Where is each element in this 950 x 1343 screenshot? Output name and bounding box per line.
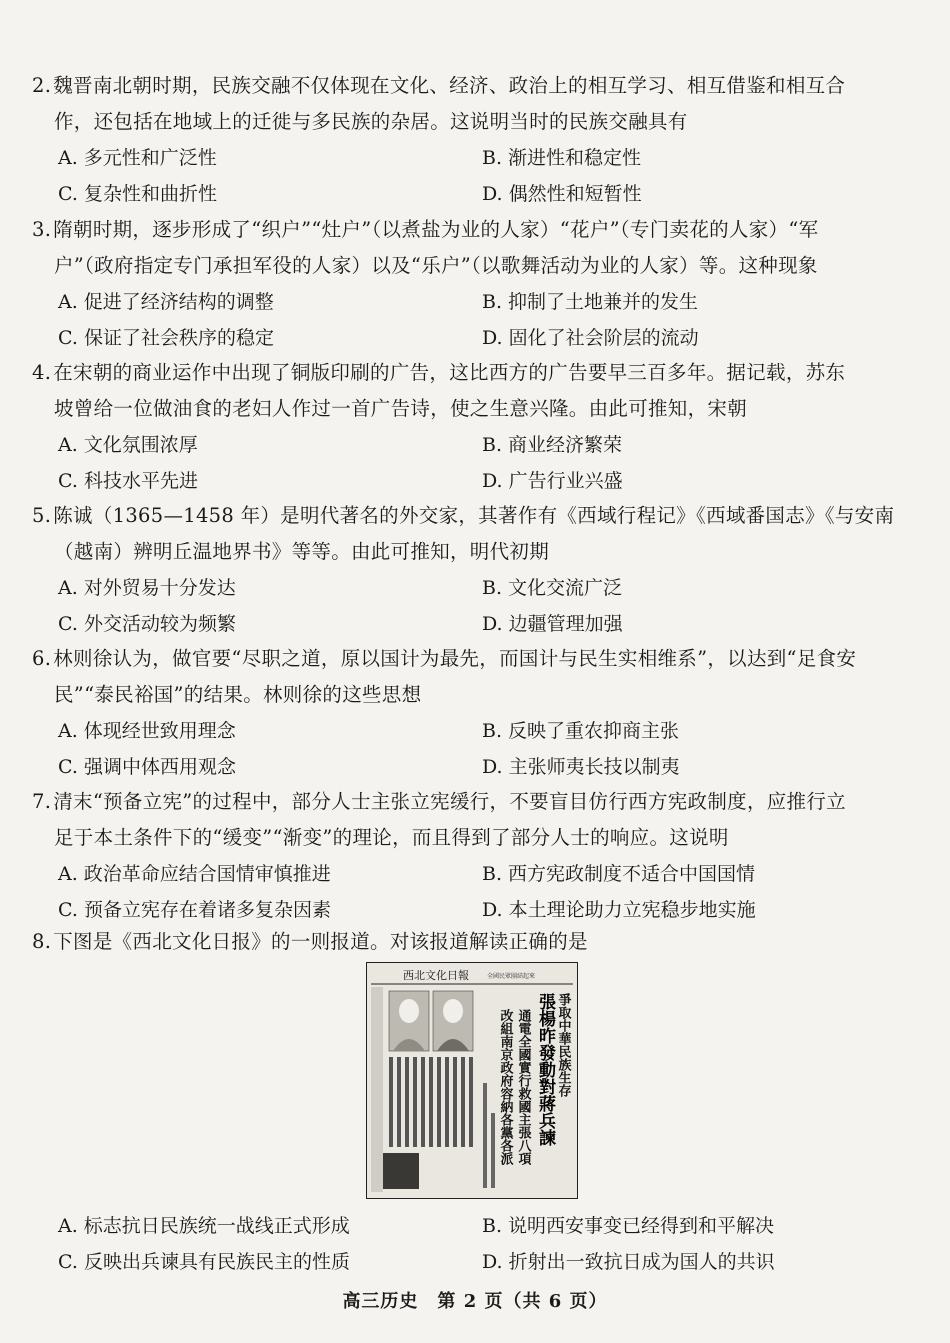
option-a[interactable]: A. 文化氛围浓厚 [58,434,198,456]
option-list [32,427,912,499]
option-list [32,284,912,356]
option-d[interactable]: D. 边疆管理加强 [482,613,623,635]
question-number: 7. [32,790,52,813]
question-4 [32,355,912,499]
question-stem [32,924,912,960]
question-8-options [32,1208,912,1280]
option-b[interactable]: B. 说明西安事变已经得到和平解决 [482,1215,775,1237]
option-list [32,140,912,212]
option-d[interactable]: D. 主张师夷长技以制夷 [482,756,680,778]
newspaper-illustration [367,963,577,1198]
option-b[interactable]: B. 西方宪政制度不适合中国国情 [482,863,756,885]
option-b[interactable]: B. 文化交流广泛 [482,577,623,599]
option-c[interactable]: C. 强调中体西用观念 [58,756,236,778]
option-list [32,1208,912,1280]
question-number: 3. [32,218,52,241]
newspaper-headline-1: 爭取中華民族生存 [555,993,571,1097]
stem-line-1: 清末“预备立宪”的过程中，部分人士主张立宪缓行，不要盲目仿行西方宪政制度，应推行立 [53,790,846,813]
stem-line-1: 林则徐认为，做官要“尽职之道，原以国计为最先，而国计与民生实相维系”，以达到“足食安 [53,647,857,670]
stem-line-2: 作，还包括在地域上的迁徙与多民族的杂居。这说明当时的民族交融具有 [54,110,688,133]
option-a[interactable]: A. 标志抗日民族统一战线正式形成 [58,1215,350,1237]
option-d[interactable]: D. 固化了社会阶层的流动 [482,327,699,349]
question-number: 4. [32,361,52,384]
question-number: 6. [32,647,52,670]
option-a[interactable]: A. 多元性和广泛性 [58,147,217,169]
stem-line-1: 魏晋南北朝时期，民族交融不仅体现在文化、经济、政治上的相互学习、相互借鉴和相互合 [53,74,846,97]
option-a[interactable]: A. 政治革命应结合国情审慎推进 [58,863,331,885]
option-c[interactable]: C. 复杂性和曲折性 [58,183,217,205]
option-c[interactable]: C. 预备立宪存在着诸多复杂因素 [58,899,331,921]
option-a[interactable]: A. 体现经世致用理念 [58,720,236,742]
stem-line-2: 民”“泰民裕国”的结果。林则徐的这些思想 [54,683,422,706]
newspaper-top-tag: 全國民眾團結起來 [487,973,536,980]
option-list [32,856,912,928]
question-stem [32,498,912,570]
option-d[interactable]: D. 折射出一致抗日成为国人的共识 [482,1251,775,1273]
option-b[interactable]: B. 反映了重农抑商主张 [482,720,680,742]
option-a[interactable]: A. 促进了经济结构的调整 [58,291,274,313]
option-b[interactable]: B. 渐进性和稳定性 [482,147,642,169]
stem-line-2: 足于本土条件下的“缓变”“渐变”的理论，而且得到了部分人士的响应。这说明 [54,826,729,849]
question-6 [32,641,912,785]
question-number: 5. [32,504,52,527]
newspaper-clipping-image [366,962,578,1199]
stem-line-1: 在宋朝的商业运作中出现了铜版印刷的广告，这比西方的广告要早三百多年。据记载，苏东 [53,361,846,384]
question-stem [32,68,912,140]
option-b[interactable]: B. 抑制了土地兼并的发生 [482,291,699,313]
stem-line-1: 隋朝时期，逐步形成了“织户”“灶户”（以煮盐为业的人家）“花户”（专门卖花的人家）“军 [53,218,819,241]
question-stem [32,355,912,427]
option-a[interactable]: A. 对外贸易十分发达 [58,577,236,599]
stem-line-2: 坡曾给一位做油食的老妇人作过一首广告诗，使之生意兴隆。由此可推知，宋朝 [54,397,748,420]
question-8 [32,924,912,960]
question-7 [32,784,912,928]
newspaper-masthead: 西北文化日報 [403,969,469,982]
option-d[interactable]: D. 本土理论助力立宪稳步地实施 [482,899,756,921]
question-stem [32,784,912,856]
question-stem [32,212,912,284]
question-2 [32,68,912,212]
option-b[interactable]: B. 商业经济繁荣 [482,434,623,456]
option-d[interactable]: D. 偶然性和短暂性 [482,183,642,205]
option-c[interactable]: C. 外交活动较为频繁 [58,613,236,635]
stem-line-1: 下图是《西北文化日报》的一则报道。对该报道解读正确的是 [53,930,588,953]
option-list [32,570,912,642]
question-stem [32,641,912,713]
question-3 [32,212,912,356]
newspaper-subheadline-2: 改組南京政府容納各黨各派 [497,1009,513,1165]
newspaper-subheadline-1: 通電全國實行救國主張八項 [515,1009,531,1165]
option-c[interactable]: C. 反映出兵谏具有民族民主的性质 [58,1251,350,1273]
question-5 [32,498,912,642]
newspaper-headline-2: 張楊昨發動對蔣兵諫 [535,993,555,1146]
stem-line-2: 户”（政府指定专门承担军役的人家）以及“乐户”（以歌舞活动为业的人家）等。这种现象 [54,254,818,277]
option-c[interactable]: C. 科技水平先进 [58,470,198,492]
option-d[interactable]: D. 广告行业兴盛 [482,470,623,492]
question-number: 8. [32,930,52,953]
stem-line-2: （越南）辨明丘温地界书》等等。由此可推知，明代初期 [54,540,550,563]
option-c[interactable]: C. 保证了社会秩序的稳定 [58,327,274,349]
stem-line-1: 陈诚（1365—1458 年）是明代著名的外交家，其著作有《西域行程记》《西域番国志》《与安南 [53,504,895,527]
question-number: 2. [32,74,52,97]
option-list [32,713,912,785]
page-footer: 高三历史 第 2 页（共 6 页） [342,1291,608,1312]
